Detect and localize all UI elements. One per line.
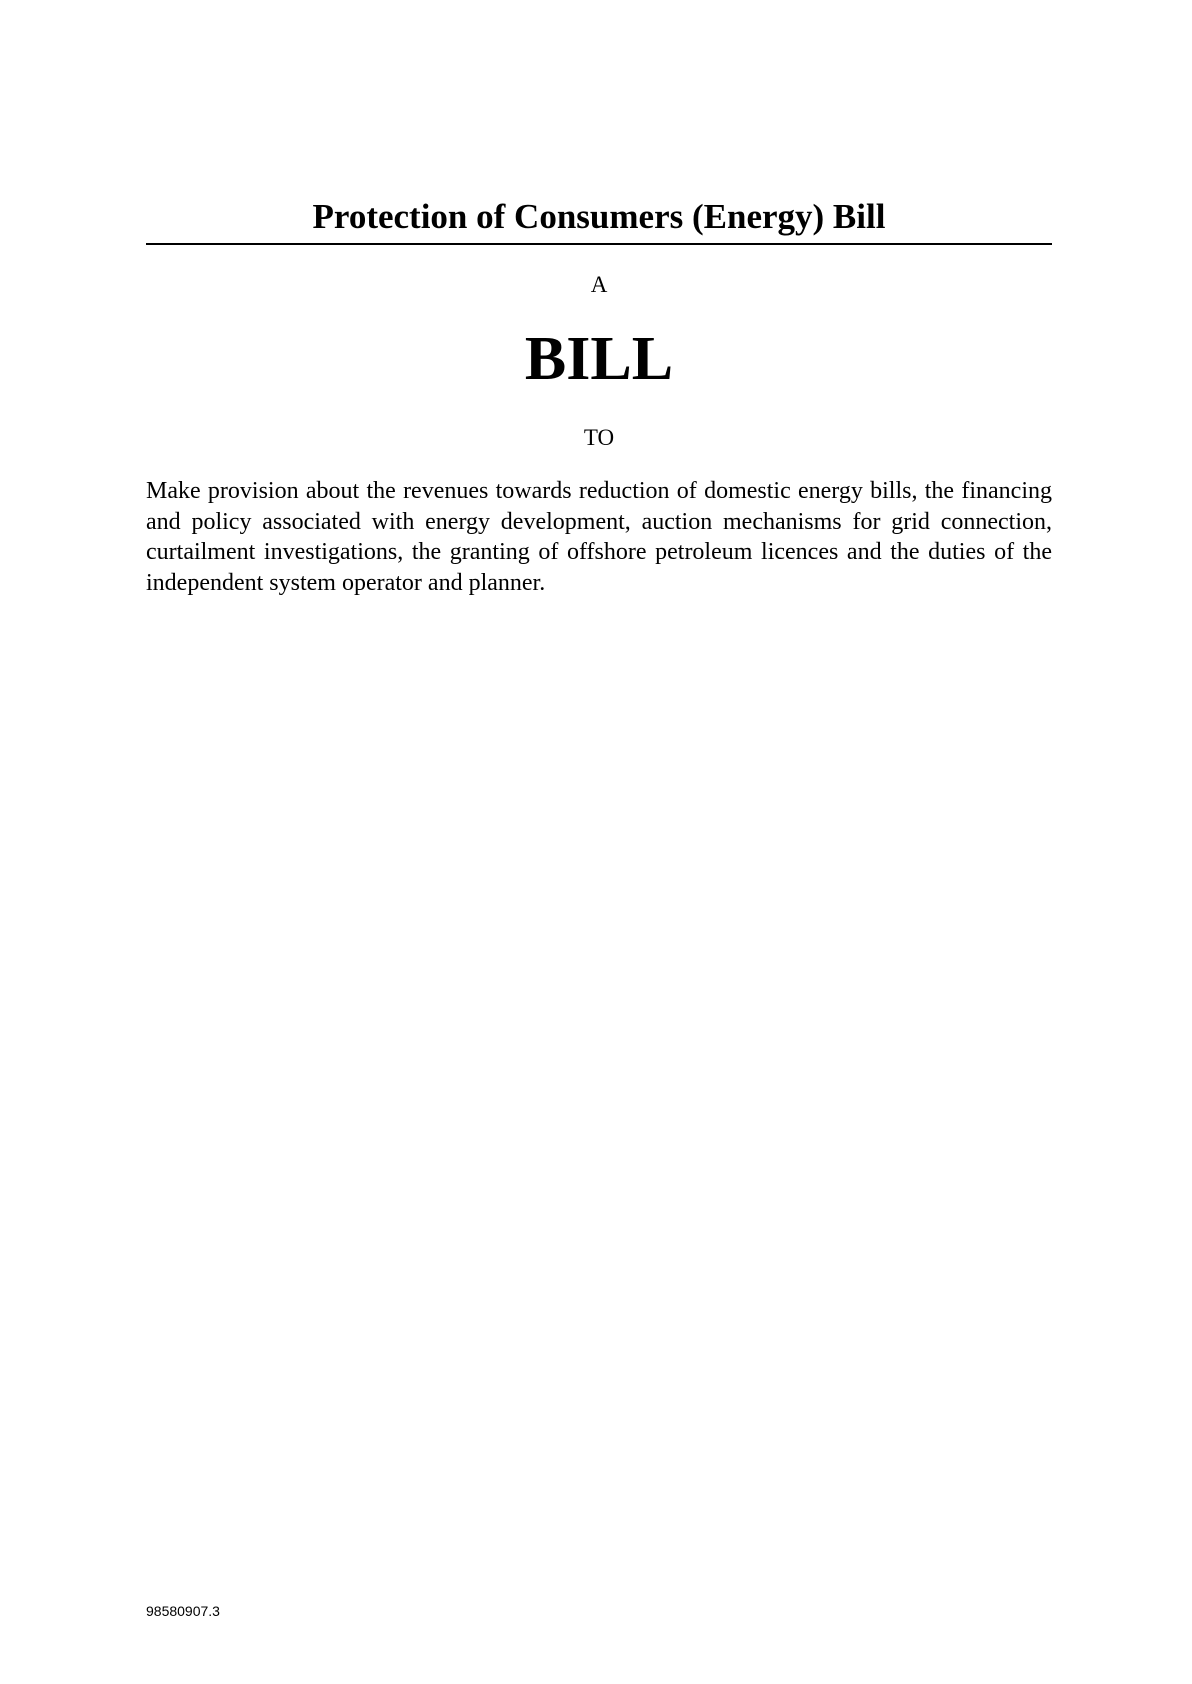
connector-label: TO <box>583 425 615 450</box>
bill-title: Protection of Consumers (Energy) Bill <box>312 197 886 236</box>
title-rule <box>146 243 1052 245</box>
document-reference: 98580907.3 <box>146 1603 220 1619</box>
article-label: A <box>590 272 608 297</box>
bill-heading: BILL <box>524 325 674 393</box>
long-title-text: Make provision about the revenues towards reduction of domestic energy bills, the financing and policy associated with energy development, auction mechanisms for grid connection, curtailment investigations, the granting of offshore petroleum licences and the duties of the independent system operator and planner. <box>146 478 1052 596</box>
